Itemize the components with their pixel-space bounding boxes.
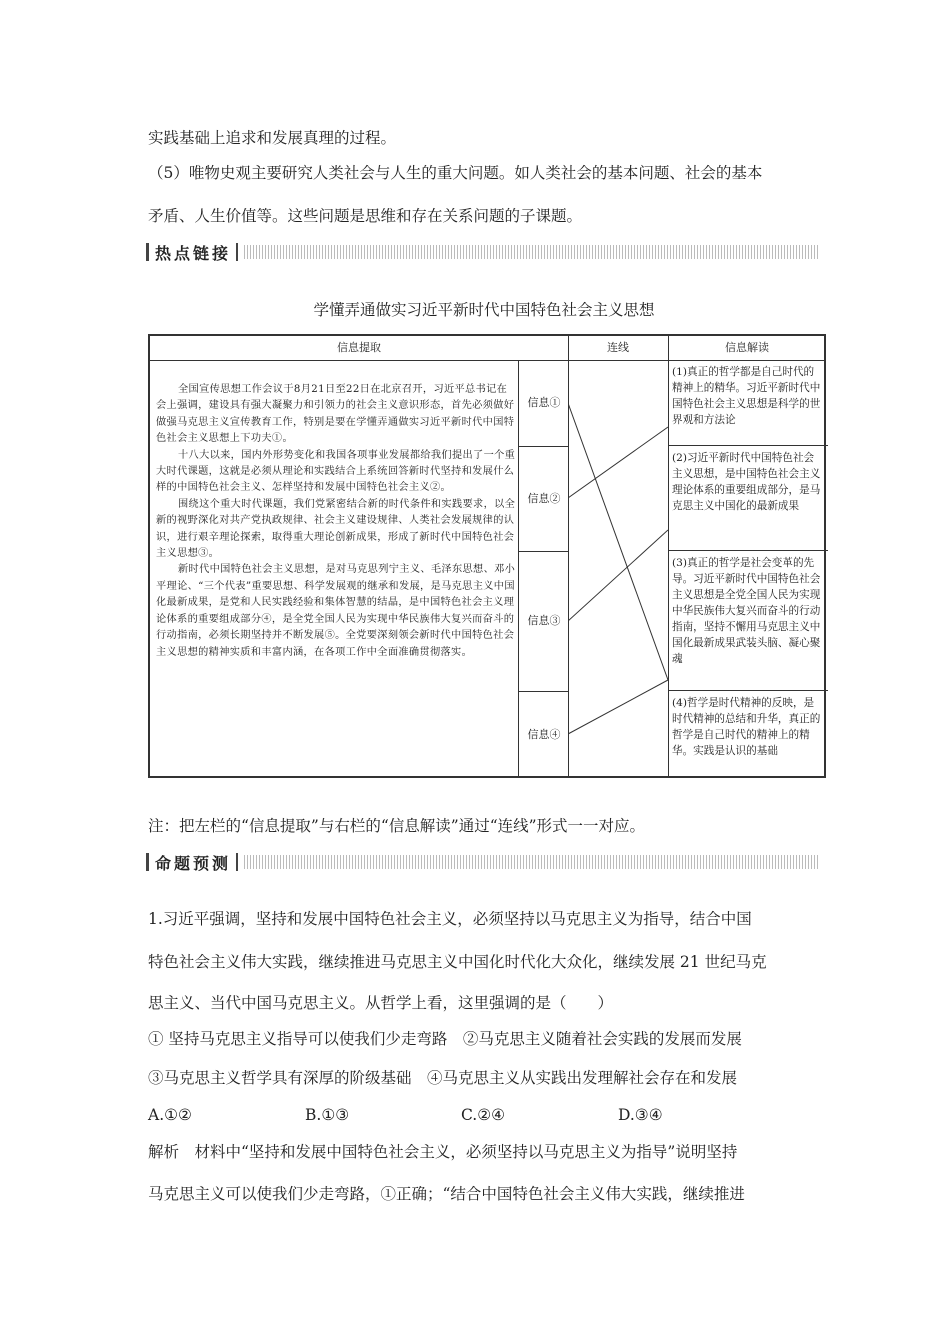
intro-line-2: （5）唯物史观主要研究人类社会与人生的重大问题。如人类社会的基本问题、社会的基本 xyxy=(148,164,763,182)
connector-4 xyxy=(568,680,668,734)
interp-3: (3)真正的哲学是社会变革的先导。习近平新时代中国特色社会主义思想是全党全国人民为实现中华民族伟大复兴而奋斗的行动指南，坚持不懈用马克思主义中国化最新成果武装头脑、凝心聚魂 xyxy=(668,551,828,691)
option-d: D.③④ xyxy=(618,1106,663,1124)
info-label-2: 信息② xyxy=(519,446,569,552)
extract-paragraph: 围绕这个重大时代课题，我们党紧密结合新的时代条件和实践要求，以全新的视野深化对共产党执政规律、社会主义建设规律、人类社会发展规律的认识，进行艰辛理论探索，取得重大理论创新成果，形成了新时代中国特色社会主义思想③。 xyxy=(156,498,516,560)
info-label-1: 信息① xyxy=(519,360,569,447)
interp-4: (4)哲学是时代精神的反映，是时代精神的总结和升华，真正的哲学是自己时代的精神上的精华。实践是认识的基础 xyxy=(672,697,821,757)
figure-title: 学懂弄通做实习近平新时代中国特色社会主义思想 xyxy=(313,301,655,319)
connector-lines xyxy=(568,360,668,778)
question-line-2: 特色社会主义伟大实践，继续推进马克思主义中国化时代化大众化，继续发展 21 世纪马克 xyxy=(148,953,767,971)
info-label-4: 信息④ xyxy=(527,728,561,741)
analysis-line-2: 马克思主义可以使我们少走弯路，①正确；“结合中国特色社会主义伟大实践，继续推进 xyxy=(148,1185,745,1203)
intro-line-3: 矛盾、人生价值等。这些问题是思维和存在关系问题的子课题。 xyxy=(148,207,583,225)
option-c: C.②④ xyxy=(461,1106,506,1124)
question-line-1: 1.习近平强调，坚持和发展中国特色社会主义，必须坚持以马克思主义为指导，结合中国 xyxy=(148,910,752,928)
info-table xyxy=(148,334,826,778)
interp-1: (1)真正的哲学都是自己时代的精神上的精华。习近平新时代中国特色社会主义思想是科学的世界观和方法论 xyxy=(668,360,828,446)
extract-paragraph: 新时代中国特色社会主义思想，是对马克思列宁主义、毛泽东思想、邓小平理论、“三个代表”重要思想、科学发展观的继承和发展，是马克思主义中国化最新成果，是党和人民实践经验和集体智慧的结晶，是中国特色社会主义理论体系的重要组成部分④，是全党全国人民为实现中华民族伟大复兴而奋斗的行动指南，必须长期坚持并不断发展⑤。全党要深刻领会新时代中国特色社会主义思想的精神实质和丰富内涵，在各项工作中全面准确贯彻落实。 xyxy=(156,564,516,658)
hot-link-header xyxy=(146,242,818,262)
interp-2: (2)习近平新时代中国特色社会主义思想，是中国特色社会主义理论体系的重要组成部分，是马克思主义中国化的最新成果 xyxy=(668,446,828,551)
question-line-3: 思主义、当代中国马克思主义。从哲学上看，这里强调的是（ ） xyxy=(148,994,614,1012)
choice-line-1: ① 坚持马克思主义指导可以使我们少走弯路 ②马克思主义随着社会实践的发展而发展 xyxy=(148,1030,742,1048)
header-interpret: 信息解读 xyxy=(668,336,826,361)
connector-1 xyxy=(568,403,668,680)
header-connect: 连线 xyxy=(568,336,668,361)
option-b: B.①③ xyxy=(305,1106,350,1124)
choice-line-2: ③马克思主义哲学具有深厚的阶级基础 ④马克思主义从实践出发理解社会存在和发展 xyxy=(148,1069,738,1087)
connector-3 xyxy=(568,530,668,621)
hot-link-label: 热点链接 xyxy=(155,243,232,263)
intro-line-1: 实践基础上追求和发展真理的过程。 xyxy=(148,129,397,147)
option-a: A.①② xyxy=(148,1106,192,1124)
extract-paragraph: 十八大以来，国内外形势变化和我国各项事业发展都给我们提出了一个重大时代课题，这就是必须从理论和实践结合上系统回答新时代坚持和发展什么样的中国特色社会主义、怎样坚持和发展中国特色社会主义②。 xyxy=(156,449,516,494)
header-extract: 信息提取 xyxy=(150,336,568,361)
info-label-3: 信息③ xyxy=(519,551,569,692)
prediction-header xyxy=(146,852,818,872)
connector-2 xyxy=(568,427,668,498)
prediction-label: 命题预测 xyxy=(155,853,232,873)
extract-paragraph: 全国宣传思想工作会议于8月21日至22日在北京召开，习近平总书记在会上强调，建设具有强大凝聚力和引领力的社会主义意识形态，首先必须做好做强马克思主义宣传教育工作，特别是要在学懂弄通做实习近平新时代中国特色社会主义思想上下功夫①。 xyxy=(156,384,515,445)
note: 注：把左栏的“信息提取”与右栏的“信息解读”通过“连线”形式一一对应。 xyxy=(148,817,646,835)
extract-text xyxy=(156,382,516,661)
analysis-line-1: 解析 材料中“坚持和发展中国特色社会主义，必须坚持以马克思主义为指导”说明坚持 xyxy=(148,1143,738,1161)
